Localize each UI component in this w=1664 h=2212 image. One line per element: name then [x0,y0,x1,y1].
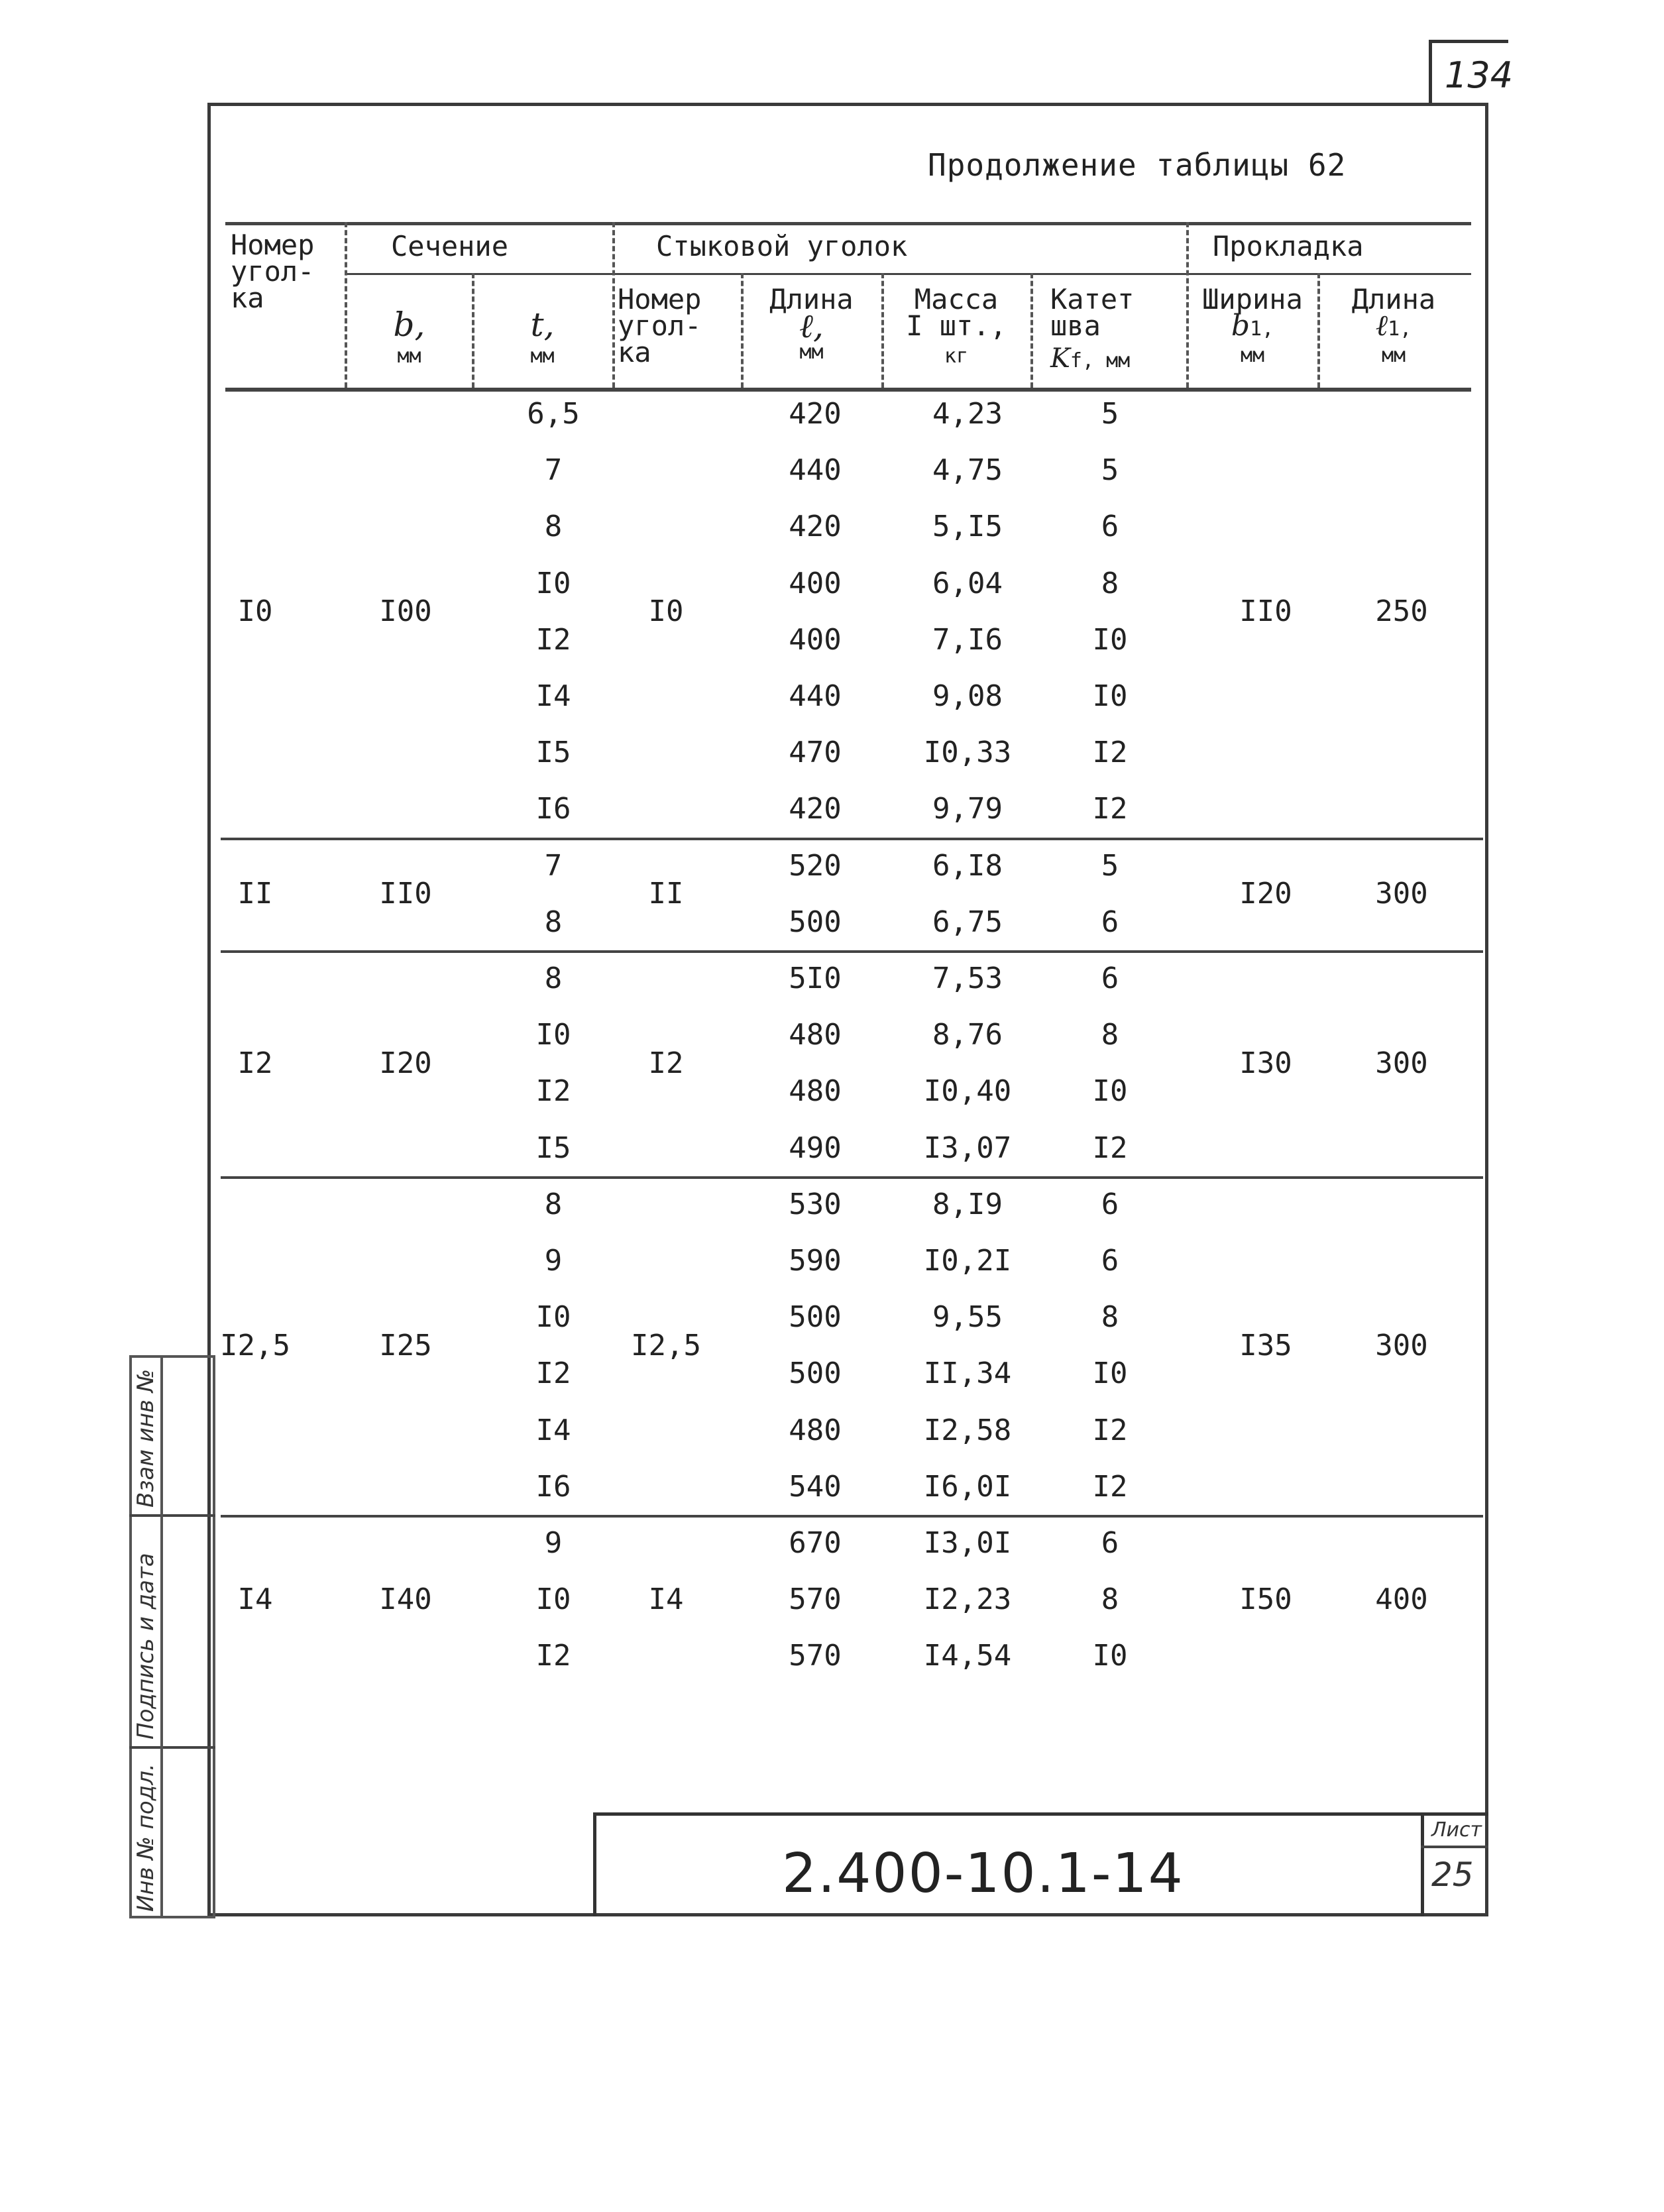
header-butt-angle: Стыковой уголок [656,230,908,262]
cell-gasket-width: II0 [1239,594,1292,629]
cell-angle-no: I0 [237,594,273,629]
cell-section-t: 7 [544,453,563,488]
cell-section-t: I0 [535,566,571,600]
cell-length: 480 [789,1018,842,1052]
cell-weld: 5 [1101,453,1119,488]
header-angle-no: Номер угол- ка [231,229,315,314]
header-gasket-length: Длина ℓ1, мм [1351,283,1436,367]
cell-angle-no: II [237,877,273,911]
cell-length: 480 [789,1074,842,1109]
cell-mass: 7,I6 [932,622,1003,657]
cell-section-t: I4 [535,1413,571,1447]
cell-weld: I2 [1092,736,1128,770]
cell-mass: 8,76 [932,1018,1003,1052]
cell-mass: I0,2I [923,1244,1012,1278]
cell-length: 500 [789,1356,842,1391]
cell-butt-angle-no: II [648,877,684,911]
group-divider [221,950,1483,953]
cell-section-t: I2 [535,622,571,657]
header-gasket-width: Ширина b1, мм [1202,283,1303,367]
header-section: Сечение [391,230,509,262]
sheet-list-divider [1421,1846,1488,1848]
cell-mass: II,34 [923,1356,1012,1391]
cell-length: 520 [789,848,842,883]
cell-mass: 9,79 [932,792,1003,826]
sheet-list-number: 25 [1431,1855,1474,1894]
cell-length: 490 [789,1131,842,1165]
side-stamp-divider [129,1514,215,1517]
cell-weld: I0 [1092,1356,1128,1391]
cell-gasket-length: 300 [1375,1046,1428,1080]
cell-length: 470 [789,736,842,770]
cell-gasket-length: 400 [1375,1582,1428,1617]
cell-angle-no: I4 [237,1582,273,1617]
cell-mass: 5,I5 [932,510,1003,544]
cell-mass: 4,23 [932,397,1003,431]
cell-length: 500 [789,905,842,939]
cell-length: 500 [789,1300,842,1335]
cell-butt-angle-no: I2 [648,1046,684,1080]
header-weld: Катет шва Kf, мм [1050,283,1135,374]
cell-mass: I3,0I [923,1526,1012,1560]
table-caption: Продолжение таблицы 62 [928,147,1347,183]
header-mass: Масса I шт., кг [906,283,1007,368]
side-stamp-signature-date: Подпись и дата [133,1553,159,1740]
cell-butt-angle-no: I4 [648,1582,684,1617]
cell-weld: 6 [1101,1244,1119,1278]
cell-gasket-width: I50 [1239,1582,1292,1617]
header-divider [1030,273,1033,388]
header-divider [612,222,615,388]
cell-length: 670 [789,1526,842,1560]
cell-length: 440 [789,453,842,488]
cell-section-t: I2 [535,1356,571,1391]
cell-section-t: I6 [535,792,571,826]
cell-weld: 6 [1101,905,1119,939]
cell-section-t: I2 [535,1639,571,1673]
cell-length: 540 [789,1469,842,1504]
cell-mass: 6,75 [932,905,1003,939]
cell-mass: 9,08 [932,679,1003,713]
cell-weld: I0 [1092,622,1128,657]
cell-gasket-width: I20 [1239,877,1292,911]
group-divider [221,1515,1483,1518]
side-stamp-divider [160,1355,163,1918]
cell-section-t: 8 [544,962,563,995]
cell-section-t: I5 [535,736,571,770]
document-code: 2.400-10.1-14 [782,1842,1184,1905]
cell-mass: 8,I9 [932,1187,1003,1221]
cell-length: 420 [789,397,842,431]
cell-mass: 4,75 [932,453,1003,488]
header-section-b: b, мм [393,305,425,368]
cell-section-t: I2 [535,1074,571,1109]
cell-mass: 6,I8 [932,848,1003,883]
cell-section-b: I20 [379,1046,432,1080]
cell-weld: I2 [1092,1413,1128,1447]
cell-weld: 8 [1101,1018,1119,1052]
cell-section-t: I0 [535,1582,571,1617]
cell-section-b: I25 [379,1328,432,1362]
cell-mass: 6,04 [932,566,1003,600]
cell-length: 480 [789,1413,842,1447]
cell-weld: 6 [1101,1187,1119,1221]
side-stamp-original-inv: Инв № подл. [133,1763,159,1912]
cell-section-t: I6 [535,1469,571,1504]
cell-section-t: 7 [544,848,563,883]
cell-length: 420 [789,510,842,544]
cell-weld: 8 [1101,1300,1119,1335]
cell-section-t: I0 [535,1300,571,1335]
cell-section-b: II0 [379,877,432,911]
cell-weld: I0 [1092,1074,1128,1109]
cell-length: 570 [789,1582,842,1617]
cell-section-t: I5 [535,1131,571,1165]
cell-weld: I2 [1092,1469,1128,1504]
header-divider [345,222,347,388]
cell-length: 400 [789,622,842,657]
cell-mass: I4,54 [923,1639,1012,1673]
cell-weld: 6 [1101,1526,1119,1560]
cell-section-t: 8 [544,1187,563,1221]
cell-section-t: 8 [544,905,563,939]
cell-section-t: I0 [535,1018,571,1052]
cell-weld: 6 [1101,510,1119,544]
cell-gasket-width: I35 [1239,1328,1292,1362]
group-divider [221,838,1483,840]
cell-angle-no: I2 [237,1046,273,1080]
cell-mass: I0,40 [923,1074,1012,1109]
header-mid-line [345,273,1471,275]
cell-length: 400 [789,566,842,600]
cell-gasket-length: 300 [1375,1328,1428,1362]
sheet-list-label: Лист [1431,1818,1482,1842]
cell-weld: I2 [1092,1131,1128,1165]
sheet-number: 134 [1445,54,1514,96]
side-stamp-divider [129,1746,215,1749]
cell-gasket-width: I30 [1239,1046,1292,1080]
cell-weld: I0 [1092,1639,1128,1673]
cell-mass: 9,55 [932,1300,1003,1335]
cell-length: 440 [789,679,842,713]
header-section-t: t, мм [530,305,555,368]
cell-section-t: 9 [544,1244,563,1278]
cell-butt-angle-no: I2,5 [631,1328,701,1362]
cell-length: 5I0 [789,962,842,995]
cell-section-t: 8 [544,510,563,544]
cell-section-t: 9 [544,1526,563,1560]
cell-section-t: I4 [535,679,571,713]
cell-section-t: 6,5 [527,397,580,431]
cell-weld: 8 [1101,1582,1119,1617]
cell-angle-no: I2,5 [220,1328,290,1362]
cell-length: 530 [789,1187,842,1221]
cell-weld: I2 [1092,792,1128,826]
cell-mass: 7,53 [932,962,1003,995]
cell-weld: 8 [1101,566,1119,600]
cell-mass: I3,07 [923,1131,1012,1165]
cell-section-b: I00 [379,594,432,629]
cell-weld: 5 [1101,848,1119,883]
cell-gasket-length: 300 [1375,877,1428,911]
header-top-line [225,222,1471,225]
cell-mass: I2,58 [923,1413,1012,1447]
header-butt-angle-no: Номер угол- ка [618,283,702,368]
header-bottom-line [225,388,1471,392]
cell-length: 570 [789,1639,842,1673]
cell-mass: I0,33 [923,736,1012,770]
cell-section-b: I40 [379,1582,432,1617]
cell-weld: I0 [1092,679,1128,713]
group-divider [221,1176,1483,1179]
cell-length: 420 [789,792,842,826]
cell-length: 590 [789,1244,842,1278]
cell-weld: 6 [1101,962,1119,995]
cell-mass: I2,23 [923,1582,1012,1617]
cell-gasket-length: 250 [1375,594,1428,629]
cell-mass: I6,0I [923,1469,1012,1504]
header-length: Длина ℓ, мм [769,283,854,364]
cell-butt-angle-no: I0 [648,594,684,629]
side-stamp-replace-inv: Взам инв № [133,1368,159,1508]
header-gasket: Прокладка [1213,230,1364,262]
cell-weld: 5 [1101,397,1119,431]
